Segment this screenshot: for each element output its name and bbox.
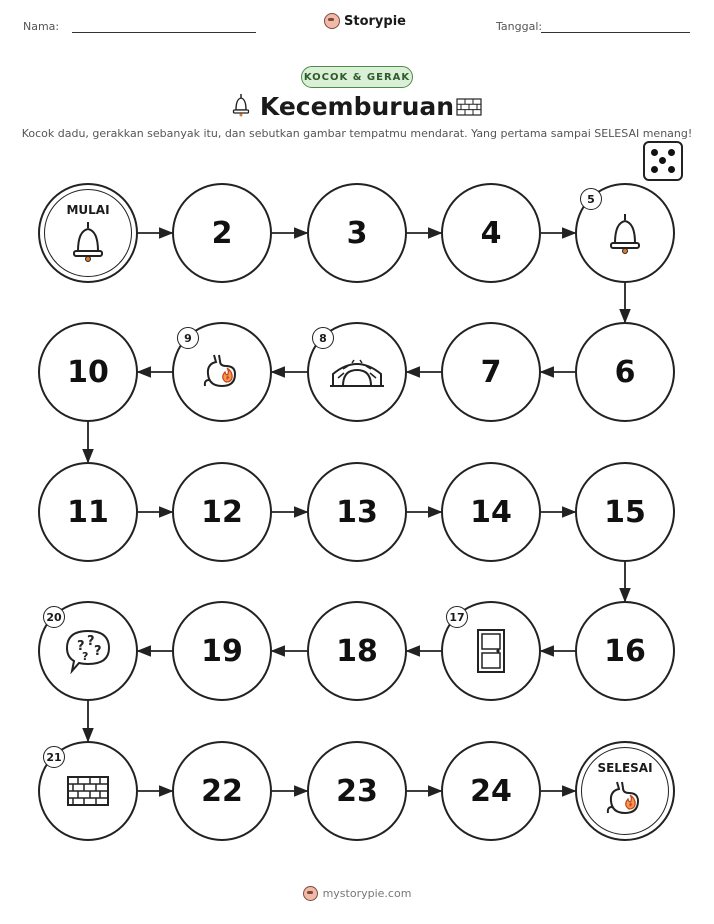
storypie-logo	[324, 13, 406, 29]
pig-logo-icon	[324, 13, 340, 29]
picture-cell[interactable]	[38, 601, 138, 701]
burning-stomach-icon	[605, 779, 645, 823]
instructions: Kocok dadu, gerakkan sebanyak itu, dan sebutkan gambar tempatmu mendarat. Yang pertama sampai SELESAI menang!	[21, 127, 693, 140]
burning-stomach-icon	[202, 352, 242, 396]
cell-number-badge: 21	[43, 746, 65, 768]
number-cell[interactable]	[575, 322, 675, 422]
finish-cell[interactable]	[575, 741, 675, 841]
date-line[interactable]	[541, 32, 690, 33]
cell-number: 7	[480, 354, 502, 390]
cell-number: 18	[336, 633, 378, 669]
brand-name: Storypie	[344, 13, 406, 29]
number-cell[interactable]	[307, 462, 407, 562]
cell-number: 11	[67, 494, 109, 530]
number-cell[interactable]	[441, 741, 541, 841]
cell-number: 4	[480, 215, 502, 251]
cell-number-badge: 20	[43, 606, 65, 628]
brick-wall-icon	[456, 98, 482, 116]
question-bubble-icon	[64, 628, 112, 678]
cell-number: 2	[211, 215, 233, 251]
bell-icon	[71, 220, 105, 266]
cell-number: 6	[614, 354, 636, 390]
cell-number: 3	[346, 215, 368, 251]
cell-number: 24	[470, 773, 512, 809]
footer-url[interactable]: mystorypie.com	[322, 887, 412, 900]
brick-wall-icon	[66, 775, 110, 811]
pig-logo-icon	[303, 886, 318, 901]
dice-five-icon	[643, 141, 683, 181]
footer	[0, 886, 714, 901]
cell-number: 22	[201, 773, 243, 809]
picture-cell[interactable]	[172, 322, 272, 422]
number-cell[interactable]	[172, 741, 272, 841]
number-cell[interactable]	[38, 462, 138, 562]
cell-number: 15	[604, 494, 646, 530]
number-cell[interactable]	[172, 601, 272, 701]
start-cell[interactable]	[38, 183, 138, 283]
cell-number: 23	[336, 773, 378, 809]
page-title: Kecemburuan	[259, 92, 455, 121]
number-cell[interactable]	[441, 183, 541, 283]
number-cell[interactable]	[575, 601, 675, 701]
door-icon	[476, 628, 506, 678]
name-label: Nama:	[23, 20, 60, 33]
number-cell[interactable]	[38, 322, 138, 422]
name-line[interactable]	[72, 32, 256, 33]
number-cell[interactable]	[172, 183, 272, 283]
svg-text:?: ?	[77, 638, 85, 654]
finish-label: SELESAI	[597, 761, 653, 775]
number-cell[interactable]	[307, 601, 407, 701]
svg-text:?: ?	[82, 649, 89, 663]
bell-icon	[608, 212, 642, 258]
cell-number-badge: 8	[312, 327, 334, 349]
start-label: MULAI	[66, 203, 110, 217]
picture-cell[interactable]	[575, 183, 675, 283]
stone-bridge-icon	[330, 356, 384, 392]
cell-number-badge: 9	[177, 327, 199, 349]
number-cell[interactable]	[172, 462, 272, 562]
cell-number-badge: 5	[580, 188, 602, 210]
picture-cell[interactable]	[307, 322, 407, 422]
cell-number-badge: 17	[446, 606, 468, 628]
cell-number: 12	[201, 494, 243, 530]
number-cell[interactable]	[575, 462, 675, 562]
cell-number: 13	[336, 494, 378, 530]
number-cell[interactable]	[307, 183, 407, 283]
cell-number: 19	[201, 633, 243, 669]
number-cell[interactable]	[307, 741, 407, 841]
cell-number: 14	[470, 494, 512, 530]
picture-cell[interactable]	[441, 601, 541, 701]
picture-cell[interactable]	[38, 741, 138, 841]
date-label: Tanggal:	[496, 20, 543, 33]
cell-number: 16	[604, 633, 646, 669]
activity-badge: KOCOK & GERAK	[301, 66, 413, 88]
cell-number: 10	[67, 354, 109, 390]
svg-text:?: ?	[87, 633, 95, 649]
number-cell[interactable]	[441, 322, 541, 422]
svg-text:?: ?	[94, 643, 102, 659]
number-cell[interactable]	[441, 462, 541, 562]
